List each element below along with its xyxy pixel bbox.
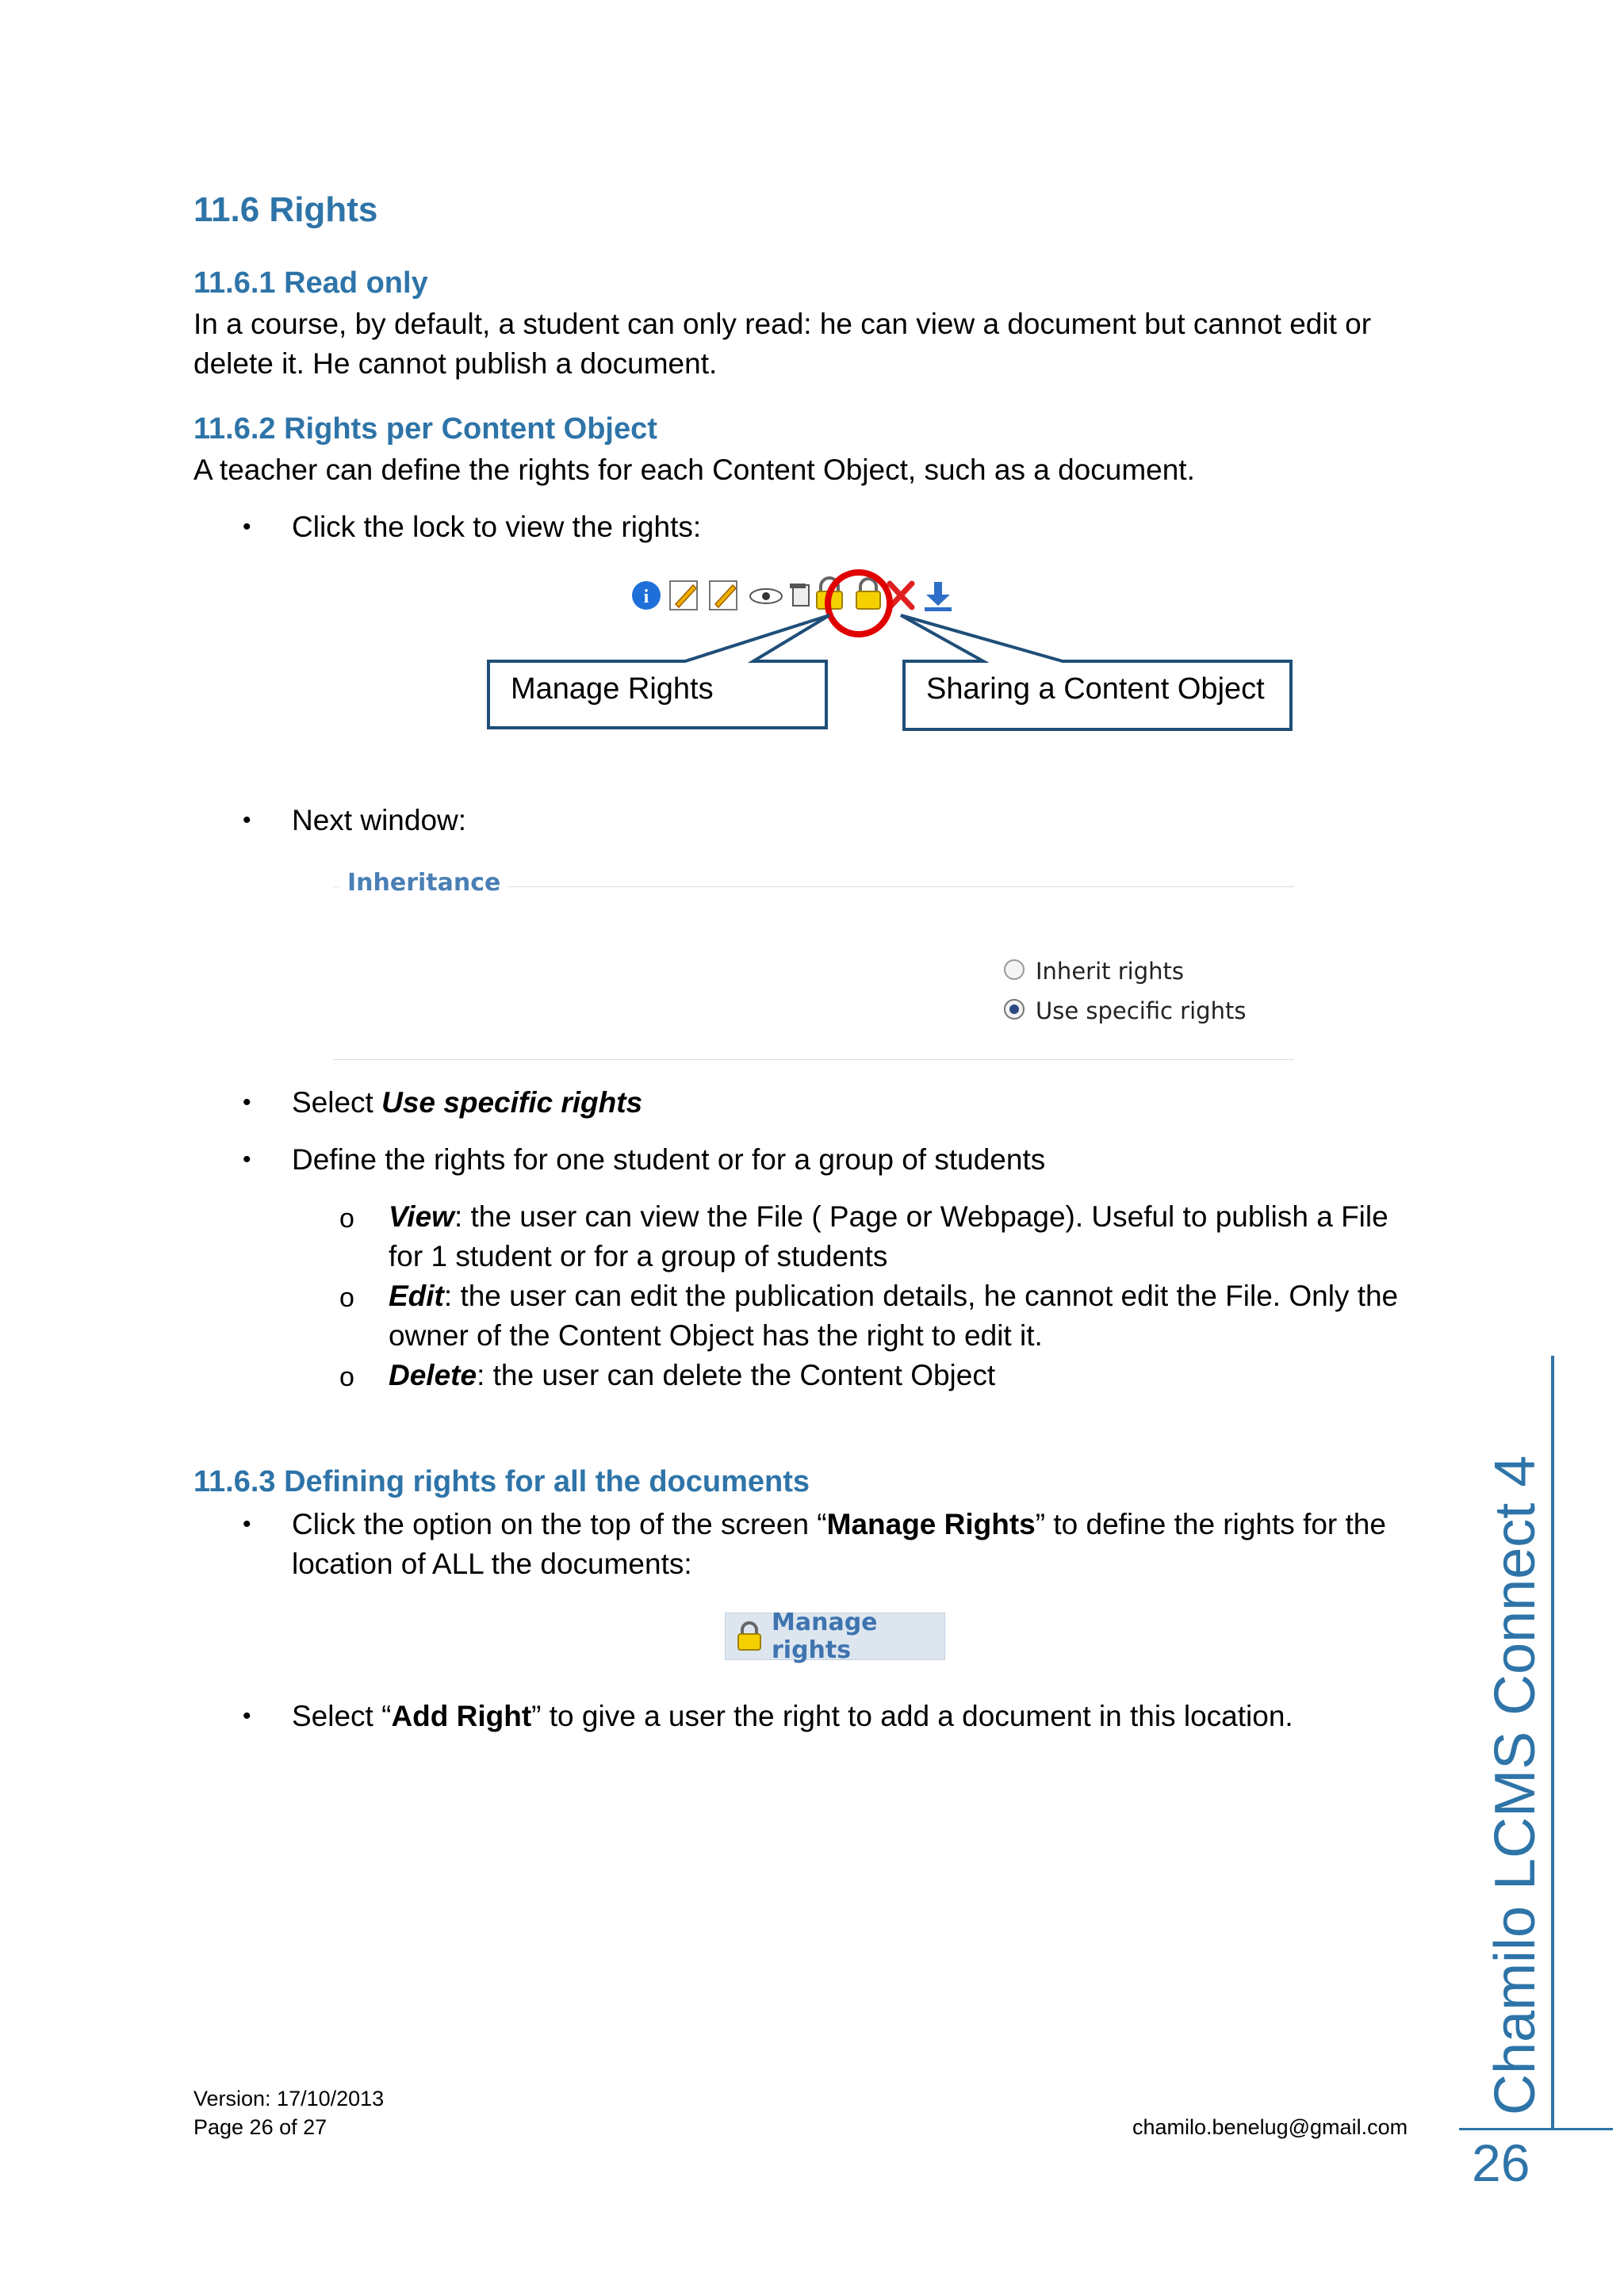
sub-view-term: View <box>389 1200 454 1233</box>
footer-version: Version: 17/10/2013 <box>193 2087 385 2110</box>
footer-page: Page 26 of 27 <box>193 2115 327 2139</box>
bullet-add-prefix: Select “ <box>292 1700 392 1732</box>
bullet-select-specific <box>292 1083 642 1123</box>
bullet-define-rights: Define the rights for one student or for a group of students <box>292 1143 1046 1176</box>
section-title: 11.6 Rights <box>193 190 378 229</box>
read-only-text-line1: In a course, by default, a student can only read: he can view a document but cannot edit or <box>193 308 1372 340</box>
lock-icon <box>732 1619 767 1654</box>
manage-rights-button[interactable] <box>725 1609 945 1664</box>
sub-delete-desc: : the user can delete the Content Object <box>477 1359 996 1391</box>
inheritance-label: Inheritance <box>339 869 508 897</box>
sub-bullet-circle: o <box>339 1203 354 1234</box>
eye-icon[interactable] <box>750 589 782 603</box>
callout-sharing-label: Sharing a Content Object <box>926 672 1265 706</box>
bullet-add-suffix: ” to give a user the right to add a document in this location. <box>531 1700 1293 1732</box>
bullet-next-window: Next window: <box>292 804 467 836</box>
side-vertical-rule <box>1551 1356 1554 2130</box>
svg-text:i: i <box>643 587 649 607</box>
bullet-manage-rights-line1 <box>292 1505 1386 1544</box>
sub-edit-line2: owner of the Content Object has the right to edit it. <box>389 1319 1043 1352</box>
read-only-text-line2: delete it. He cannot publish a document. <box>193 347 718 380</box>
side-horizontal-rule <box>1459 2128 1613 2130</box>
sub-edit-term: Edit <box>389 1280 444 1312</box>
bullet-click-lock: Click the lock to view the rights: <box>292 511 702 543</box>
bullet-dot: • <box>243 807 251 833</box>
subsection-read-only-title: 11.6.1 Read only <box>193 266 428 300</box>
callout-manage-rights-label: Manage Rights <box>511 672 714 706</box>
sub-edit-line1 <box>389 1276 1398 1316</box>
side-page-number: 26 <box>1472 2133 1530 2192</box>
use-specific-rights-radio[interactable] <box>1002 997 1026 1021</box>
callout-manage-rights <box>488 615 829 728</box>
sub-edit-desc: : the user can edit the publication details, he cannot edit the File. Only the <box>443 1280 1399 1312</box>
inherit-rights-label: Inherit rights <box>1036 958 1184 985</box>
use-specific-rights-label: Use specific rights <box>1036 997 1247 1024</box>
bullet-dot: • <box>243 1703 251 1729</box>
inherit-rights-radio[interactable] <box>1002 958 1026 982</box>
bullet-dot: • <box>243 1146 251 1173</box>
bullet-manage-bold: Manage Rights <box>826 1508 1036 1540</box>
sub-bullet-circle: o <box>339 1362 354 1392</box>
bullet-dot: • <box>243 514 251 540</box>
sub-delete-term: Delete <box>389 1359 477 1391</box>
bullet-add-right <box>292 1697 1293 1736</box>
footer-email: chamilo.benelug@gmail.com <box>1132 2115 1408 2139</box>
bullet-dot: • <box>243 1089 251 1115</box>
sub-view-desc: : the user can view the File ( Page or Webpage). Useful to publish a File <box>454 1200 1388 1233</box>
sub-bullet-circle: o <box>339 1283 354 1313</box>
manage-rights-button-label: Manage rights <box>772 1609 878 1664</box>
bullet-manage-suffix: ” to define the rights for the <box>1035 1508 1386 1540</box>
bullet-add-bold: Add Right <box>391 1700 532 1732</box>
subsection-rights-per-object-title: 11.6.2 Rights per Content Object <box>193 412 657 446</box>
sub-delete-line1 <box>389 1356 995 1395</box>
rights-per-object-intro: A teacher can define the rights for each Content Object, such as a document. <box>193 453 1195 486</box>
subsection-all-documents-title: 11.6.3 Defining rights for all the documents <box>193 1465 810 1498</box>
bullet-manage-prefix: Click the option on the top of the screen “ <box>292 1508 827 1540</box>
sub-view-line1 <box>389 1197 1388 1237</box>
bullet-dot: • <box>243 1511 251 1537</box>
inheritance-bottom-rule <box>333 1059 1294 1060</box>
bullet-manage-rights-line2: location of ALL the documents: <box>292 1548 692 1580</box>
side-document-title: Chamilo LCMS Connect 4 <box>1484 1455 1547 2115</box>
bullet-select-emphasis: Use specific rights <box>381 1086 643 1119</box>
sub-view-line2: for 1 student or for a group of students <box>389 1240 888 1272</box>
bullet-select-prefix: Select <box>292 1086 382 1119</box>
